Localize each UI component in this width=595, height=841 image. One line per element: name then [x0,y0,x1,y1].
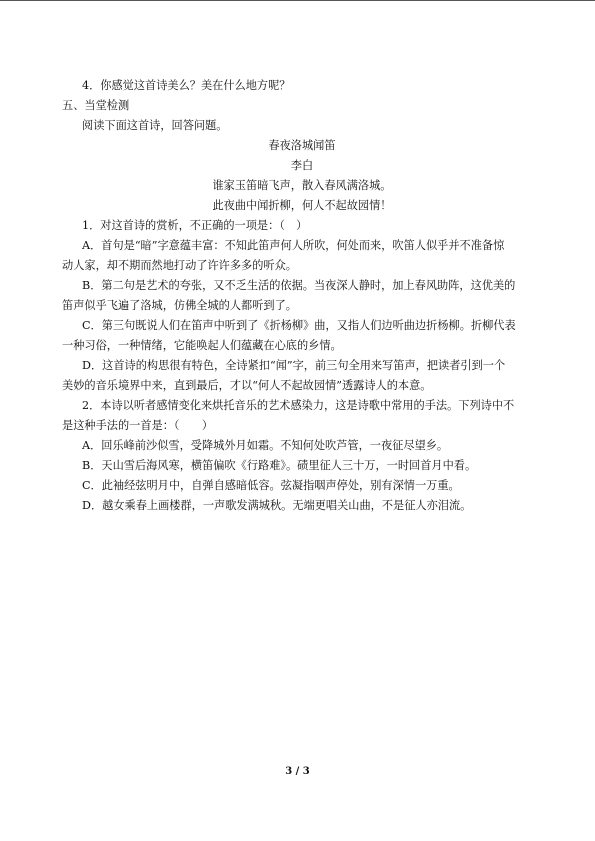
question-2-option-c: C．此袖经弦明月中，自弹自感暗低容。弦凝指咽声停处，别有深情一万重。 [82,479,460,492]
question-2-option-a: A．回乐峰前沙似雪，受降城外月如霜。不知何处吹芦管，一夜征尽望乡。 [82,439,449,452]
question-4: 4．你感觉这首诗美么？美在什么地方呢？ [82,79,291,92]
question-1-stem: 1．对这首诗的赏析，不正确的一项是：（ ） [82,219,308,232]
reading-instruction: 阅读下面这首诗，回答问题。 [82,119,228,132]
poem-title: 春夜洛城闻笛 [268,139,336,152]
document-body [62,76,542,516]
question-1-option-a-line-1: A．首句是“暗”字意蕴丰富：不知此笛声何人所吹，何处而来，吹笛人似乎并不准备惊 [82,239,505,252]
poem-line-2: 此夜曲中闻折柳，何人不起故园情！ [212,199,392,212]
poem-author: 李白 [290,159,314,172]
top-rule [0,0,595,1]
section-heading-5: 五、当堂检测 [62,99,130,112]
page-number: 3 / 3 [285,766,310,777]
poem-line-1: 谁家玉笛暗飞声，散入春风满洛城。 [212,179,392,192]
question-2-option-b: B．天山雪后海风寒，横笛偏吹《行路难》。碛里征人三十万，一时回首月中看。 [82,459,477,472]
question-1-option-d-line-2: 美妙的音乐境界中来，直到最后，才以“何人不起故园情”透露诗人的本意。 [62,379,432,392]
question-1-option-c-line-1: C．第三句既说人们在笛声中听到了《折杨柳》曲，又指人们边听曲边折杨柳。折柳代表 [82,319,516,332]
question-1-option-b-line-1: B．第二句是艺术的夸张，又不乏生活的依据。当夜深人静时，加上春风助阵，这优美的 [82,279,516,292]
question-2-stem-line-1: 2．本诗以听者感情变化来烘托音乐的艺术感染力，这是诗歌中常用的手法。下列诗中不 [82,399,515,412]
question-1-option-c-line-2: 一种习俗，一种情绪，它能唤起人们蕴藏在心底的乡情。 [62,339,342,352]
question-2-stem-line-2: 是这种手法的一首是：（ ） [62,419,214,432]
question-1-option-a-line-2: 动人家，却不期而然地打动了许许多多的听众。 [62,259,297,272]
question-1-option-d-line-1: D．这首诗的构思很有特色，全诗紧扣“闻”字，前三句全用来写笛声，把读者引到一个 [82,359,506,372]
question-2-option-d: D．越女乘春上画楼群，一声歌发满城秋。无端更唱关山曲，不是征人亦泪流。 [82,499,472,512]
question-1-option-b-line-2: 笛声似乎飞遍了洛城，仿佛全城的人都听到了。 [62,299,297,312]
